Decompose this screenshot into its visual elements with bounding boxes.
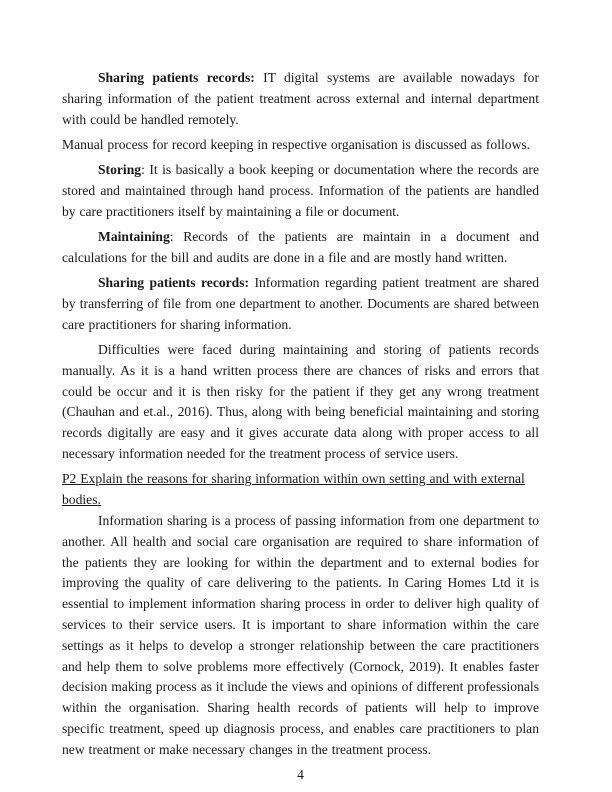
paragraph-text: Difficulties were faced during maintaining and storing of patients records manually. As it is a hand written process there are chances of risks and errors that could be occur and it is then risky for the patient if they get any wrong treatment (Chauhan and et.al., 2016). Thus, along with being beneficial maintaining and storing records digitally are easy and it gives accurate data along with proper access to all necessary information needed for the treatment process of service users.	[62, 342, 539, 462]
heading-p2	[62, 469, 539, 511]
page-number: 4	[297, 767, 304, 782]
paragraph-bold-lead: Sharing patients records:	[98, 275, 250, 291]
heading-text: P2 Explain the reasons for sharing information within own setting and with external bodies.	[62, 471, 525, 508]
paragraph-bold-lead: Maintaining	[98, 229, 170, 245]
paragraph-text: Information regarding patient treatment are shared by transferring of file from one department to another. Documents are shared between care practitioners for sharing information.	[62, 275, 539, 332]
paragraph-bold-lead: Storing	[98, 162, 142, 178]
paragraph-difficulties	[62, 340, 539, 465]
paragraph-maintaining	[62, 227, 539, 269]
paragraph-text: : Records of the patients are maintain in a document and calculations for the bill and audits are done in a file and are mostly hand written.	[62, 229, 539, 265]
paragraph-information-sharing	[62, 511, 539, 761]
paragraph-storing	[62, 160, 539, 222]
paragraph-text: Information sharing is a process of passing information from one department to another. All health and social care organisation are required to share information of the patients they are looking for within the department and to external bodies for improving the quality of care delivering to the patients. In Caring Homes Ltd it is essential to implement information sharing process in order to deliver high quality of services to their service users. It is important to share information within the care settings as it helps to develop a stronger relationship between the care practitioners and help them to solve problems more effectively (Cornock, 2019). It enables faster decision making process as it include the views and opinions of different professionals within the organisation. Sharing health records of patients will help to improve specific treatment, speed up diagnosis process, and enables care practitioners to plan new treatment or make necessary changes in the treatment process.	[62, 512, 539, 757]
paragraph-sharing-records-2	[62, 273, 539, 335]
paragraph-text: : It is basically a book keeping or documentation where the records are stored and maintained through hand process. Information of the patients are handled by care practitioners itself by maintaining a file or document.	[62, 162, 539, 219]
paragraph-text: IT digital systems are available nowadays for sharing information of the patient treatment across external and internal department with could be handled remotely.	[62, 70, 540, 127]
paragraph-sharing-records-1	[62, 68, 539, 130]
paragraph-bold-lead: Sharing patients records:	[98, 70, 255, 85]
paragraph-manual-process	[62, 135, 539, 156]
paragraph-text: Manual process for record keeping in respective organisation is discussed as follows.	[62, 136, 531, 152]
